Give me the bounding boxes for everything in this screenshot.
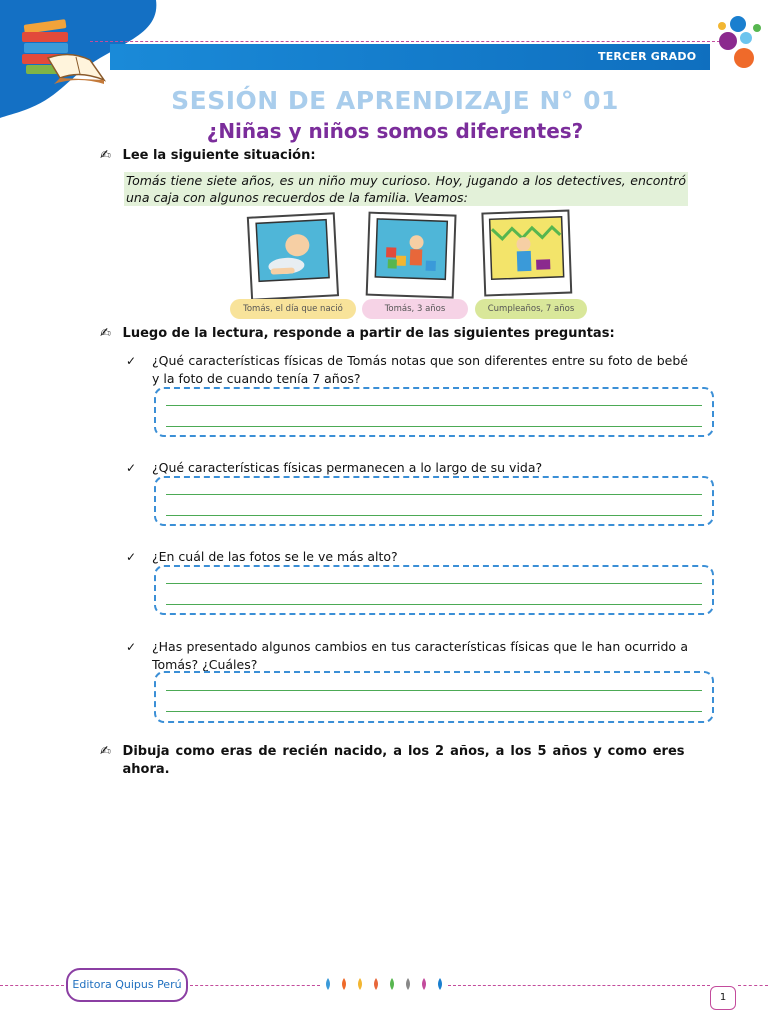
footer-dashed-line <box>448 985 710 986</box>
page-number: 1 <box>710 986 736 1010</box>
caption-7-years: Cumpleaños, 7 años <box>475 299 587 319</box>
answer-line <box>166 711 702 712</box>
answer-line <box>166 494 702 495</box>
instruction-answer <box>100 326 615 341</box>
answer-box-1[interactable] <box>154 387 714 437</box>
books-icon <box>18 14 106 90</box>
situation-text: Tomás tiene siete años, es un niño muy curioso. Hoy, jugando a los detectives, encontró una caja con algunos recuerdos de la familia. Veamos: <box>126 173 686 205</box>
caption-3-years: Tomás, 3 años <box>362 299 468 319</box>
question-text: ¿En cuál de las fotos se le ve más alto? <box>152 549 398 564</box>
instruction-read <box>100 148 316 163</box>
instruction-text: Lee la siguiente situación: <box>122 148 316 163</box>
answer-box-4[interactable] <box>154 671 714 723</box>
footer-dashed-line <box>738 985 768 986</box>
answer-line <box>166 690 702 691</box>
birthday-photo <box>482 211 571 296</box>
answer-line <box>166 604 702 605</box>
answer-line <box>166 583 702 584</box>
toddler-photo <box>367 213 456 298</box>
answer-box-3[interactable] <box>154 565 714 615</box>
colored-drops-icon <box>322 976 446 994</box>
checkmark-icon: ✓ <box>126 461 137 475</box>
instruction-draw <box>100 743 690 779</box>
colored-dots-icon <box>712 14 768 72</box>
page-subtitle: ¿Niñas y niños somos diferentes? <box>206 119 584 143</box>
instruction-text: Dibuja como eras de recién nacido, a los 2 años, a los 5 años y como eres ahora. <box>122 744 685 777</box>
pencil-icon: ✍ <box>100 326 111 341</box>
question-2 <box>126 459 688 477</box>
question-1 <box>126 352 688 388</box>
checkmark-icon: ✓ <box>126 550 137 564</box>
footer-dashed-line <box>190 985 320 986</box>
question-4 <box>126 638 688 674</box>
page-title: SESIÓN DE APRENDIZAJE N° 01 <box>171 86 619 115</box>
instruction-text: Luego de la lectura, responde a partir de las siguientes preguntas: <box>122 326 615 341</box>
checkmark-icon: ✓ <box>126 640 137 654</box>
answer-line <box>166 426 702 427</box>
question-3 <box>126 548 688 566</box>
question-text: ¿Qué características físicas permanecen a lo largo de su vida? <box>152 460 543 475</box>
footer-dashed-line <box>0 985 64 986</box>
pencil-icon: ✍ <box>100 148 111 163</box>
header-dashed-line <box>90 41 720 42</box>
baby-photo <box>248 213 338 299</box>
answer-box-2[interactable] <box>154 476 714 526</box>
publisher-badge: Editora Quipus Perú <box>66 968 188 1002</box>
answer-line <box>166 405 702 406</box>
answer-line <box>166 515 702 516</box>
question-text: ¿Qué características físicas de Tomás notas que son diferentes entre su foto de bebé y la foto de cuando tenía 7 años? <box>152 353 688 386</box>
pencil-icon: ✍ <box>100 744 111 759</box>
checkmark-icon: ✓ <box>126 354 137 368</box>
question-text: ¿Has presentado algunos cambios en tus características físicas que le han ocurrido a Tomás? ¿Cuáles? <box>152 639 688 672</box>
grade-label: TERCER GRADO <box>598 50 697 63</box>
caption-birth: Tomás, el día que nació <box>230 299 356 319</box>
